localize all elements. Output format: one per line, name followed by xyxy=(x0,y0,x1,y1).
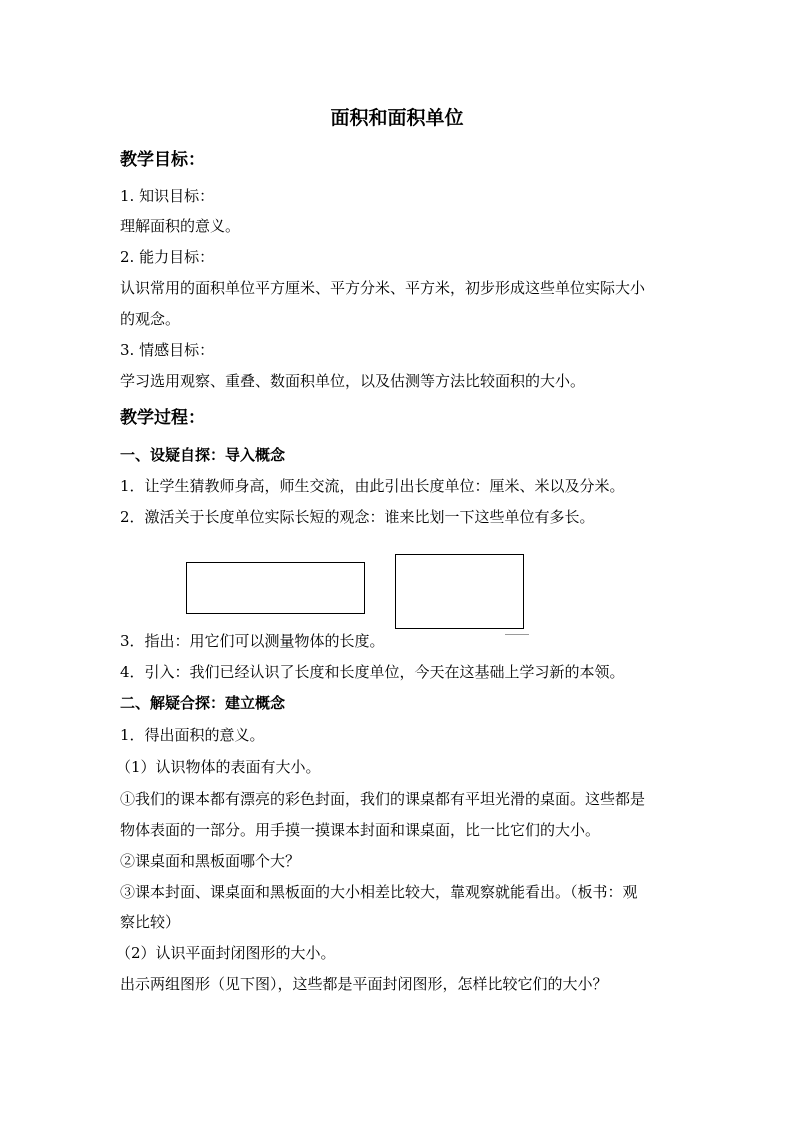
s2-p1-line1: ①我们的课本都有漂亮的彩色封面，我们的课桌都有平坦光滑的桌面。这些都是 xyxy=(120,790,646,808)
goal2-label: 2. 能力目标： xyxy=(120,248,215,266)
s1-item3: 3．指出：用它们可以测量物体的长度。 xyxy=(120,632,385,650)
s2-p4: 出示两组图形（见下图），这些都是平面封闭图形，怎样比较它们的大小？ xyxy=(120,975,608,993)
s2-sub2: （2）认识平面封闭图形的大小。 xyxy=(116,944,336,962)
goal1-text: 理解面积的意义。 xyxy=(120,217,241,235)
rect-cover-left xyxy=(186,560,366,615)
page-title: 面积和面积单位 xyxy=(330,107,464,129)
goal1-label: 1. 知识目标： xyxy=(120,187,215,205)
s2-p3-line1: ③课本封面、课桌面和黑板面的大小相差比较大，靠观察就能看出。（板书：观 xyxy=(120,883,638,901)
s1-item1: 1．让学生猜教师身高，师生交流，由此引出长度单位：厘米、米以及分米。 xyxy=(120,477,625,495)
goal2-text-line1: 认识常用的面积单位平方厘米、平方分米、平方米，初步形成这些单位实际大小 xyxy=(120,279,646,297)
goal3-text: 学习选用观察、重叠、数面积单位，以及估测等方法比较面积的大小。 xyxy=(120,372,586,390)
s2-sub1: （1）认识物体的表面有大小。 xyxy=(116,758,321,776)
rectangle-wide xyxy=(395,554,524,629)
rectangle-long xyxy=(186,562,365,614)
heading-teaching-process: 教学过程： xyxy=(120,408,205,428)
s1-item2: 2．激活关于长度单位实际长短的观念：谁来比划一下这些单位有多长。 xyxy=(120,508,595,526)
rect-cover-right xyxy=(394,552,524,630)
goal3-label: 3. 情感目标： xyxy=(120,341,215,359)
s2-p1-line2: 物体表面的一部分。用手摸一摸课本封面和课桌面，比一比它们的大小。 xyxy=(120,821,601,839)
section1-title: 一、设疑自探：导入概念 xyxy=(120,446,286,464)
section2-title: 二、解疑合探：建立概念 xyxy=(120,694,286,712)
goal2-text-line2: 的观念。 xyxy=(120,310,181,328)
s1-item4: 4．引入：我们已经认识了长度和长度单位，今天在这基础上学习新的本领。 xyxy=(120,663,625,681)
heading-teaching-goals: 教学目标： xyxy=(120,150,205,170)
s2-p2: ②课桌面和黑板面哪个大？ xyxy=(120,852,301,870)
s2-item1: 1．得出面积的意义。 xyxy=(120,726,265,744)
s2-p3-line2: 察比较） xyxy=(120,913,181,931)
